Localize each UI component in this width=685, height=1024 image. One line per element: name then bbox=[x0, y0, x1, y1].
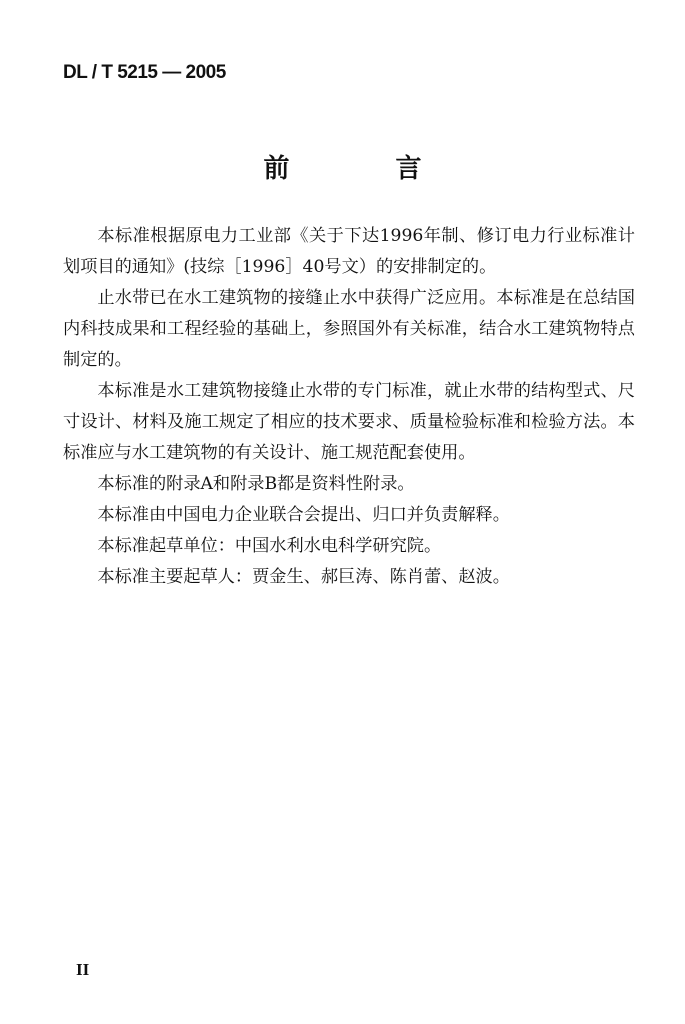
paragraph-drafters: 本标准主要起草人：贾金生、郝巨涛、陈肖蕾、赵波。 bbox=[97, 567, 510, 587]
paragraph-scope: 本标准是水工建筑物接缝止水带的专门标准，就止水带的结构型式、尺寸设计、材料及施工规定了相应的技术要求、质量检验标准和检验方法。本标准应与水工建筑物的有关设计、施工规范配套使用。 bbox=[63, 381, 635, 463]
foreword-body bbox=[63, 221, 635, 593]
paragraph-background: 止水带已在水工建筑物的接缝止水中获得广泛应用。本标准是在总结国内科技成果和工程经验的基础上，参照国外有关标准，结合水工建筑物特点制定的。 bbox=[63, 288, 635, 370]
paragraph-basis: 本标准根据原电力工业部《关于下达1996年制、修订电力行业标准计划项目的通知》(技综［1996］40号文）的安排制定的。 bbox=[63, 226, 635, 277]
paragraph-appendix: 本标准的附录A和附录B都是资料性附录。 bbox=[97, 474, 415, 494]
page-title: 前 言 bbox=[263, 154, 462, 184]
standard-code: DL / T 5215 — 2005 bbox=[63, 62, 226, 83]
page-number: II bbox=[76, 960, 90, 979]
paragraph-proposer: 本标准由中国电力企业联合会提出、归口并负责解释。 bbox=[97, 505, 510, 525]
paragraph-drafting-unit: 本标准起草单位：中国水利水电科学研究院。 bbox=[97, 536, 442, 556]
